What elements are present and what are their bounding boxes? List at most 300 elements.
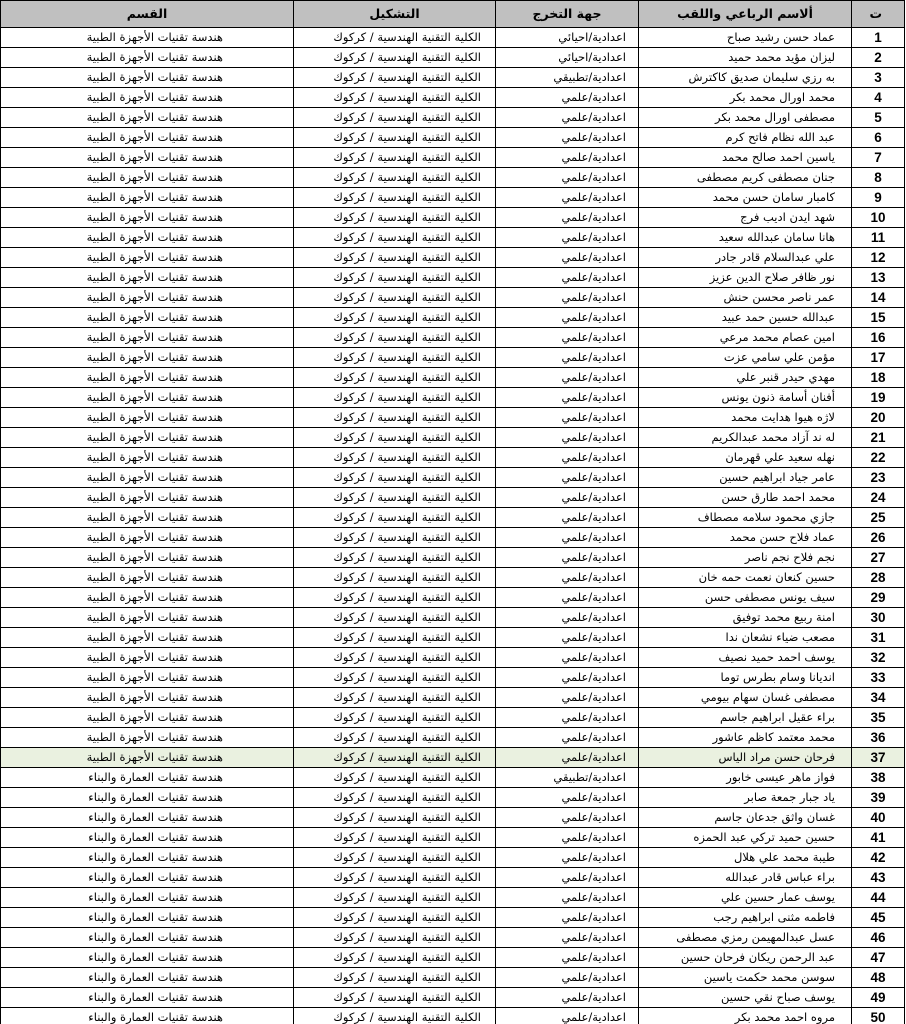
cell-department[interactable]: هندسة تقنيات الأجهزة الطبية — [1, 288, 294, 308]
cell-department[interactable]: هندسة تقنيات الأجهزة الطبية — [1, 548, 294, 568]
cell-formation[interactable]: الكلية التقنية الهندسية / كركوك — [294, 188, 496, 208]
cell-department[interactable]: هندسة تقنيات الأجهزة الطبية — [1, 648, 294, 668]
cell-department[interactable]: هندسة تقنيات العمارة والبناء — [1, 868, 294, 888]
cell-graduation[interactable]: اعدادية/علمي — [496, 208, 639, 228]
cell-number[interactable]: 34 — [852, 688, 905, 708]
cell-number[interactable]: 46 — [852, 928, 905, 948]
table-row — [1, 148, 905, 168]
cell-formation[interactable]: الكلية التقنية الهندسية / كركوك — [294, 788, 496, 808]
cell-formation[interactable]: الكلية التقنية الهندسية / كركوك — [294, 628, 496, 648]
cell-name[interactable]: امنة ربيع محمد توفيق — [639, 608, 852, 628]
cell-name[interactable]: مصطفى غسان سهام بيومي — [639, 688, 852, 708]
cell-number[interactable]: 8 — [852, 168, 905, 188]
cell-department[interactable]: هندسة تقنيات العمارة والبناء — [1, 848, 294, 868]
cell-graduation[interactable]: اعدادية/علمي — [496, 928, 639, 948]
cell-formation[interactable]: الكلية التقنية الهندسية / كركوك — [294, 148, 496, 168]
table-body — [1, 28, 905, 1024]
cell-graduation[interactable]: اعدادية/علمي — [496, 1008, 639, 1024]
cell-department[interactable]: هندسة تقنيات الأجهزة الطبية — [1, 408, 294, 428]
cell-graduation[interactable]: اعدادية/علمي — [496, 248, 639, 268]
cell-formation[interactable]: الكلية التقنية الهندسية / كركوك — [294, 568, 496, 588]
cell-graduation[interactable]: اعدادية/علمي — [496, 688, 639, 708]
cell-formation[interactable]: الكلية التقنية الهندسية / كركوك — [294, 228, 496, 248]
cell-number[interactable]: 40 — [852, 808, 905, 828]
cell-number[interactable]: 42 — [852, 848, 905, 868]
cell-formation[interactable]: الكلية التقنية الهندسية / كركوك — [294, 488, 496, 508]
cell-graduation[interactable]: اعدادية/علمي — [496, 868, 639, 888]
cell-department[interactable]: هندسة تقنيات الأجهزة الطبية — [1, 428, 294, 448]
cell-number[interactable]: 39 — [852, 788, 905, 808]
table-row — [1, 668, 905, 688]
cell-name[interactable]: امين عصام محمد مرعي — [639, 328, 852, 348]
cell-name[interactable]: براء عقيل ابراهيم جاسم — [639, 708, 852, 728]
cell-name[interactable]: عمر ناصر محسن حنش — [639, 288, 852, 308]
cell-number[interactable]: 32 — [852, 648, 905, 668]
cell-name[interactable]: محمد احمد طارق حسن — [639, 488, 852, 508]
cell-formation[interactable]: الكلية التقنية الهندسية / كركوك — [294, 408, 496, 428]
cell-name[interactable]: محمد معتمد كاظم عاشور — [639, 728, 852, 748]
cell-graduation[interactable]: اعدادية/علمي — [496, 648, 639, 668]
cell-department[interactable]: هندسة تقنيات الأجهزة الطبية — [1, 488, 294, 508]
cell-number[interactable]: 3 — [852, 68, 905, 88]
cell-number[interactable]: 47 — [852, 948, 905, 968]
cell-name[interactable]: له ند آزاد محمد عبدالكريم — [639, 428, 852, 448]
table-row — [1, 988, 905, 1008]
cell-formation[interactable]: الكلية التقنية الهندسية / كركوك — [294, 348, 496, 368]
cell-name[interactable]: نجم فلاح نجم ناصر — [639, 548, 852, 568]
table-row — [1, 228, 905, 248]
cell-number[interactable]: 43 — [852, 868, 905, 888]
cell-department[interactable]: هندسة تقنيات الأجهزة الطبية — [1, 88, 294, 108]
cell-formation[interactable]: الكلية التقنية الهندسية / كركوك — [294, 108, 496, 128]
cell-formation[interactable]: الكلية التقنية الهندسية / كركوك — [294, 908, 496, 928]
cell-department[interactable]: هندسة تقنيات العمارة والبناء — [1, 768, 294, 788]
cell-name[interactable]: فواز ماهر عيسى خابور — [639, 768, 852, 788]
cell-formation[interactable]: الكلية التقنية الهندسية / كركوك — [294, 1008, 496, 1024]
table-row — [1, 748, 905, 768]
cell-department[interactable]: هندسة تقنيات العمارة والبناء — [1, 988, 294, 1008]
cell-number[interactable]: 16 — [852, 328, 905, 348]
cell-department[interactable]: هندسة تقنيات الأجهزة الطبية — [1, 348, 294, 368]
cell-number[interactable]: 35 — [852, 708, 905, 728]
cell-department[interactable]: هندسة تقنيات الأجهزة الطبية — [1, 68, 294, 88]
cell-graduation[interactable]: اعدادية/علمي — [496, 488, 639, 508]
cell-graduation[interactable]: اعدادية/علمي — [496, 848, 639, 868]
cell-formation[interactable]: الكلية التقنية الهندسية / كركوك — [294, 68, 496, 88]
cell-department[interactable]: هندسة تقنيات الأجهزة الطبية — [1, 308, 294, 328]
cell-formation[interactable]: الكلية التقنية الهندسية / كركوك — [294, 48, 496, 68]
cell-formation[interactable]: الكلية التقنية الهندسية / كركوك — [294, 608, 496, 628]
cell-graduation[interactable]: اعدادية/علمي — [496, 348, 639, 368]
cell-formation[interactable]: الكلية التقنية الهندسية / كركوك — [294, 288, 496, 308]
cell-name[interactable]: عبدالله حسين حمد عبيد — [639, 308, 852, 328]
cell-graduation[interactable]: اعدادية/احيائي — [496, 28, 639, 48]
cell-number[interactable]: 31 — [852, 628, 905, 648]
table-row — [1, 68, 905, 88]
cell-formation[interactable]: الكلية التقنية الهندسية / كركوك — [294, 448, 496, 468]
cell-name[interactable]: أفنان أسامة ذنون يونس — [639, 388, 852, 408]
cell-graduation[interactable]: اعدادية/علمي — [496, 168, 639, 188]
cell-graduation[interactable]: اعدادية/علمي — [496, 468, 639, 488]
table-row — [1, 688, 905, 708]
cell-name[interactable]: جازي محمود سلامه مصطاف — [639, 508, 852, 528]
cell-number[interactable]: 17 — [852, 348, 905, 368]
table-row — [1, 648, 905, 668]
cell-name[interactable]: غسان واثق جدعان جاسم — [639, 808, 852, 828]
cell-department[interactable]: هندسة تقنيات الأجهزة الطبية — [1, 128, 294, 148]
table-row — [1, 48, 905, 68]
cell-name[interactable]: براء عباس قادر عبدالله — [639, 868, 852, 888]
cell-name[interactable]: مروه احمد محمد بكر — [639, 1008, 852, 1024]
table-row — [1, 588, 905, 608]
cell-graduation[interactable]: اعدادية/علمي — [496, 628, 639, 648]
cell-formation[interactable]: الكلية التقنية الهندسية / كركوك — [294, 688, 496, 708]
cell-formation[interactable]: الكلية التقنية الهندسية / كركوك — [294, 428, 496, 448]
cell-number[interactable]: 24 — [852, 488, 905, 508]
cell-number[interactable]: 1 — [852, 28, 905, 48]
cell-number[interactable]: 27 — [852, 548, 905, 568]
cell-name[interactable]: به رزي سليمان صديق كاكترش — [639, 68, 852, 88]
cell-formation[interactable]: الكلية التقنية الهندسية / كركوك — [294, 368, 496, 388]
table-row — [1, 328, 905, 348]
cell-number[interactable]: 30 — [852, 608, 905, 628]
cell-department[interactable]: هندسة تقنيات الأجهزة الطبية — [1, 568, 294, 588]
cell-number[interactable]: 12 — [852, 248, 905, 268]
table-row — [1, 868, 905, 888]
cell-department[interactable]: هندسة تقنيات الأجهزة الطبية — [1, 368, 294, 388]
cell-department[interactable]: هندسة تقنيات الأجهزة الطبية — [1, 328, 294, 348]
cell-name[interactable]: عماد حسن رشيد صباح — [639, 28, 852, 48]
cell-graduation[interactable]: اعدادية/علمي — [496, 428, 639, 448]
cell-number[interactable]: 41 — [852, 828, 905, 848]
cell-graduation[interactable]: اعدادية/علمي — [496, 588, 639, 608]
cell-department[interactable]: هندسة تقنيات الأجهزة الطبية — [1, 188, 294, 208]
cell-formation[interactable]: الكلية التقنية الهندسية / كركوك — [294, 728, 496, 748]
cell-department[interactable]: هندسة تقنيات الأجهزة الطبية — [1, 208, 294, 228]
cell-department[interactable]: هندسة تقنيات الأجهزة الطبية — [1, 28, 294, 48]
cell-name[interactable]: عبد الله نظام فاتح كرم — [639, 128, 852, 148]
cell-number[interactable]: 22 — [852, 448, 905, 468]
cell-graduation[interactable]: اعدادية/علمي — [496, 128, 639, 148]
cell-department[interactable]: هندسة تقنيات الأجهزة الطبية — [1, 48, 294, 68]
cell-graduation[interactable]: اعدادية/علمي — [496, 528, 639, 548]
cell-number[interactable]: 2 — [852, 48, 905, 68]
table-row — [1, 928, 905, 948]
table-row — [1, 88, 905, 108]
cell-number[interactable]: 50 — [852, 1008, 905, 1024]
cell-graduation[interactable]: اعدادية/علمي — [496, 368, 639, 388]
table-row — [1, 628, 905, 648]
cell-department[interactable]: هندسة تقنيات الأجهزة الطبية — [1, 528, 294, 548]
table-row — [1, 808, 905, 828]
cell-number[interactable]: 25 — [852, 508, 905, 528]
cell-graduation[interactable]: اعدادية/علمي — [496, 828, 639, 848]
cell-graduation[interactable]: اعدادية/علمي — [496, 108, 639, 128]
cell-number[interactable]: 48 — [852, 968, 905, 988]
cell-name[interactable]: عسل عبدالمهيمن رمزي مصطفى — [639, 928, 852, 948]
cell-name[interactable]: يوسف عمار حسين علي — [639, 888, 852, 908]
cell-formation[interactable]: الكلية التقنية الهندسية / كركوك — [294, 868, 496, 888]
cell-formation[interactable]: الكلية التقنية الهندسية / كركوك — [294, 128, 496, 148]
cell-formation[interactable]: الكلية التقنية الهندسية / كركوك — [294, 168, 496, 188]
cell-name[interactable]: مؤمن علي سامي عزت — [639, 348, 852, 368]
table-row — [1, 828, 905, 848]
cell-graduation[interactable]: اعدادية/علمي — [496, 728, 639, 748]
table-row — [1, 188, 905, 208]
cell-name[interactable]: مهدي حيدر قنبر علي — [639, 368, 852, 388]
cell-department[interactable]: هندسة تقنيات العمارة والبناء — [1, 788, 294, 808]
cell-number[interactable]: 7 — [852, 148, 905, 168]
table-row — [1, 548, 905, 568]
cell-name[interactable]: نور ظافر صلاح الدين عزيز — [639, 268, 852, 288]
cell-department[interactable]: هندسة تقنيات الأجهزة الطبية — [1, 168, 294, 188]
table-row — [1, 468, 905, 488]
cell-formation[interactable]: الكلية التقنية الهندسية / كركوك — [294, 768, 496, 788]
cell-department[interactable]: هندسة تقنيات العمارة والبناء — [1, 828, 294, 848]
header-department[interactable]: القسم — [1, 1, 294, 28]
cell-graduation[interactable]: اعدادية/علمي — [496, 188, 639, 208]
cell-number[interactable]: 6 — [852, 128, 905, 148]
cell-formation[interactable]: الكلية التقنية الهندسية / كركوك — [294, 588, 496, 608]
cell-department[interactable]: هندسة تقنيات العمارة والبناء — [1, 908, 294, 928]
cell-name[interactable]: حسين حميد تركي عبد الحمزه — [639, 828, 852, 848]
cell-graduation[interactable]: اعدادية/علمي — [496, 268, 639, 288]
cell-formation[interactable]: الكلية التقنية الهندسية / كركوك — [294, 388, 496, 408]
table-row — [1, 428, 905, 448]
cell-department[interactable]: هندسة تقنيات العمارة والبناء — [1, 808, 294, 828]
cell-formation[interactable]: الكلية التقنية الهندسية / كركوك — [294, 208, 496, 228]
cell-name[interactable]: فاطمه مثنى ابراهيم رجب — [639, 908, 852, 928]
cell-department[interactable]: هندسة تقنيات العمارة والبناء — [1, 948, 294, 968]
table-row — [1, 1008, 905, 1024]
cell-formation[interactable]: الكلية التقنية الهندسية / كركوك — [294, 88, 496, 108]
cell-formation[interactable]: الكلية التقنية الهندسية / كركوك — [294, 968, 496, 988]
cell-department[interactable]: هندسة تقنيات الأجهزة الطبية — [1, 588, 294, 608]
cell-formation[interactable]: الكلية التقنية الهندسية / كركوك — [294, 528, 496, 548]
cell-graduation[interactable]: اعدادية/علمي — [496, 988, 639, 1008]
cell-number[interactable]: 37 — [852, 748, 905, 768]
cell-name[interactable]: لاژه هيوا هدايت محمد — [639, 408, 852, 428]
cell-formation[interactable]: الكلية التقنية الهندسية / كركوك — [294, 808, 496, 828]
cell-number[interactable]: 9 — [852, 188, 905, 208]
cell-name[interactable]: ياسين احمد صالح محمد — [639, 148, 852, 168]
header-name[interactable]: ألاسم الرباعي واللقب — [639, 1, 852, 28]
cell-formation[interactable]: الكلية التقنية الهندسية / كركوك — [294, 328, 496, 348]
cell-number[interactable]: 18 — [852, 368, 905, 388]
cell-graduation[interactable]: اعدادية/علمي — [496, 328, 639, 348]
cell-graduation[interactable]: اعدادية/علمي — [496, 308, 639, 328]
cell-number[interactable]: 14 — [852, 288, 905, 308]
cell-number[interactable]: 13 — [852, 268, 905, 288]
cell-graduation[interactable]: اعدادية/علمي — [496, 448, 639, 468]
table-row — [1, 888, 905, 908]
cell-name[interactable]: مصطفى اورال محمد بكر — [639, 108, 852, 128]
cell-formation[interactable]: الكلية التقنية الهندسية / كركوك — [294, 268, 496, 288]
cell-name[interactable]: علي عبدالسلام قادر جادر — [639, 248, 852, 268]
cell-number[interactable]: 21 — [852, 428, 905, 448]
cell-number[interactable]: 15 — [852, 308, 905, 328]
cell-number[interactable]: 33 — [852, 668, 905, 688]
cell-department[interactable]: هندسة تقنيات الأجهزة الطبية — [1, 148, 294, 168]
cell-formation[interactable]: الكلية التقنية الهندسية / كركوك — [294, 28, 496, 48]
cell-name[interactable]: حسين كنعان نعمت حمه خان — [639, 568, 852, 588]
cell-name[interactable]: طيبة محمد علي هلال — [639, 848, 852, 868]
cell-graduation[interactable]: اعدادية/علمي — [496, 668, 639, 688]
cell-name[interactable]: عماد فلاح حسن محمد — [639, 528, 852, 548]
table-row — [1, 488, 905, 508]
cell-graduation[interactable]: اعدادية/علمي — [496, 408, 639, 428]
cell-graduation[interactable]: اعدادية/علمي — [496, 608, 639, 628]
cell-name[interactable]: جنان مصطفى كريم مصطفى — [639, 168, 852, 188]
table-row — [1, 788, 905, 808]
cell-number[interactable]: 4 — [852, 88, 905, 108]
cell-department[interactable]: هندسة تقنيات الأجهزة الطبية — [1, 468, 294, 488]
cell-name[interactable]: محمد اورال محمد بكر — [639, 88, 852, 108]
cell-department[interactable]: هندسة تقنيات الأجهزة الطبية — [1, 708, 294, 728]
table-row — [1, 848, 905, 868]
cell-number[interactable]: 26 — [852, 528, 905, 548]
header-number[interactable]: ت — [852, 1, 905, 28]
table-row — [1, 448, 905, 468]
cell-department[interactable]: هندسة تقنيات العمارة والبناء — [1, 1008, 294, 1024]
table-row — [1, 908, 905, 928]
cell-name[interactable]: عامر جياد ابراهيم حسين — [639, 468, 852, 488]
table-row — [1, 368, 905, 388]
cell-graduation[interactable]: اعدادية/علمي — [496, 808, 639, 828]
cell-formation[interactable]: الكلية التقنية الهندسية / كركوك — [294, 248, 496, 268]
cell-number[interactable]: 11 — [852, 228, 905, 248]
table-row — [1, 528, 905, 548]
cell-number[interactable]: 10 — [852, 208, 905, 228]
cell-formation[interactable]: الكلية التقنية الهندسية / كركوك — [294, 648, 496, 668]
cell-department[interactable]: هندسة تقنيات الأجهزة الطبية — [1, 748, 294, 768]
cell-department[interactable]: هندسة تقنيات الأجهزة الطبية — [1, 508, 294, 528]
table-row — [1, 388, 905, 408]
cell-number[interactable]: 44 — [852, 888, 905, 908]
cell-department[interactable]: هندسة تقنيات الأجهزة الطبية — [1, 608, 294, 628]
cell-name[interactable]: كامبار سامان حسن محمد — [639, 188, 852, 208]
cell-graduation[interactable]: اعدادية/علمي — [496, 968, 639, 988]
cell-graduation[interactable]: اعدادية/تطبيقي — [496, 768, 639, 788]
cell-name[interactable]: يوسف احمد حميد نصيف — [639, 648, 852, 668]
cell-department[interactable]: هندسة تقنيات الأجهزة الطبية — [1, 668, 294, 688]
cell-number[interactable]: 36 — [852, 728, 905, 748]
cell-formation[interactable]: الكلية التقنية الهندسية / كركوك — [294, 668, 496, 688]
cell-department[interactable]: هندسة تقنيات العمارة والبناء — [1, 928, 294, 948]
cell-department[interactable]: هندسة تقنيات الأجهزة الطبية — [1, 448, 294, 468]
cell-formation[interactable]: الكلية التقنية الهندسية / كركوك — [294, 828, 496, 848]
cell-graduation[interactable]: اعدادية/تطبيقي — [496, 68, 639, 88]
cell-name[interactable]: يوسف صباح نقي حسين — [639, 988, 852, 1008]
cell-name[interactable]: ياد جبار جمعة صابر — [639, 788, 852, 808]
cell-department[interactable]: هندسة تقنيات العمارة والبناء — [1, 968, 294, 988]
cell-department[interactable]: هندسة تقنيات العمارة والبناء — [1, 888, 294, 908]
cell-department[interactable]: هندسة تقنيات الأجهزة الطبية — [1, 388, 294, 408]
cell-graduation[interactable]: اعدادية/علمي — [496, 568, 639, 588]
cell-department[interactable]: هندسة تقنيات الأجهزة الطبية — [1, 728, 294, 748]
cell-number[interactable]: 23 — [852, 468, 905, 488]
cell-graduation[interactable]: اعدادية/علمي — [496, 948, 639, 968]
cell-formation[interactable]: الكلية التقنية الهندسية / كركوك — [294, 848, 496, 868]
header-row — [1, 1, 905, 28]
table-row — [1, 28, 905, 48]
cell-graduation[interactable]: اعدادية/علمي — [496, 548, 639, 568]
cell-number[interactable]: 49 — [852, 988, 905, 1008]
cell-graduation[interactable]: اعدادية/علمي — [496, 148, 639, 168]
cell-name[interactable]: انديانا وسام بطرس توما — [639, 668, 852, 688]
table-row — [1, 608, 905, 628]
table-row — [1, 208, 905, 228]
cell-graduation[interactable]: اعدادية/علمي — [496, 788, 639, 808]
header-formation[interactable]: التشكيل — [294, 1, 496, 28]
table-row — [1, 728, 905, 748]
cell-formation[interactable]: الكلية التقنية الهندسية / كركوك — [294, 508, 496, 528]
cell-graduation[interactable]: اعدادية/احيائي — [496, 48, 639, 68]
cell-formation[interactable]: الكلية التقنية الهندسية / كركوك — [294, 888, 496, 908]
cell-number[interactable]: 28 — [852, 568, 905, 588]
cell-formation[interactable]: الكلية التقنية الهندسية / كركوك — [294, 988, 496, 1008]
cell-number[interactable]: 38 — [852, 768, 905, 788]
cell-department[interactable]: هندسة تقنيات الأجهزة الطبية — [1, 268, 294, 288]
cell-name[interactable]: سيف يونس مصطفى حسن — [639, 588, 852, 608]
table-row — [1, 768, 905, 788]
cell-name[interactable]: فرحان حسن مراد الياس — [639, 748, 852, 768]
cell-graduation[interactable]: اعدادية/علمي — [496, 228, 639, 248]
cell-department[interactable]: هندسة تقنيات الأجهزة الطبية — [1, 628, 294, 648]
cell-number[interactable]: 20 — [852, 408, 905, 428]
cell-graduation[interactable]: اعدادية/علمي — [496, 888, 639, 908]
cell-department[interactable]: هندسة تقنيات الأجهزة الطبية — [1, 228, 294, 248]
table-row — [1, 128, 905, 148]
header-graduation[interactable]: جهة التخرج — [496, 1, 639, 28]
cell-name[interactable]: شهد ايدن اديب فرج — [639, 208, 852, 228]
cell-formation[interactable]: الكلية التقنية الهندسية / كركوك — [294, 708, 496, 728]
cell-number[interactable]: 19 — [852, 388, 905, 408]
cell-formation[interactable]: الكلية التقنية الهندسية / كركوك — [294, 948, 496, 968]
cell-formation[interactable]: الكلية التقنية الهندسية / كركوك — [294, 308, 496, 328]
cell-name[interactable]: عبد الرحمن ريكان فرحان حسين — [639, 948, 852, 968]
cell-name[interactable]: ليزان مؤيد محمد حميد — [639, 48, 852, 68]
table-row — [1, 288, 905, 308]
cell-name[interactable]: مصعب ضياء نشعان ندا — [639, 628, 852, 648]
cell-name[interactable]: سوسن محمد حكمت ياسين — [639, 968, 852, 988]
cell-formation[interactable]: الكلية التقنية الهندسية / كركوك — [294, 548, 496, 568]
cell-graduation[interactable]: اعدادية/علمي — [496, 908, 639, 928]
cell-formation[interactable]: الكلية التقنية الهندسية / كركوك — [294, 748, 496, 768]
cell-graduation[interactable]: اعدادية/علمي — [496, 508, 639, 528]
cell-department[interactable]: هندسة تقنيات الأجهزة الطبية — [1, 248, 294, 268]
cell-number[interactable]: 45 — [852, 908, 905, 928]
cell-graduation[interactable]: اعدادية/علمي — [496, 388, 639, 408]
cell-graduation[interactable]: اعدادية/علمي — [496, 708, 639, 728]
cell-graduation[interactable]: اعدادية/علمي — [496, 288, 639, 308]
table-row — [1, 348, 905, 368]
cell-formation[interactable]: الكلية التقنية الهندسية / كركوك — [294, 928, 496, 948]
cell-name[interactable]: هانا سامان عبدالله سعيد — [639, 228, 852, 248]
table-row — [1, 708, 905, 728]
cell-graduation[interactable]: اعدادية/علمي — [496, 88, 639, 108]
table-row — [1, 968, 905, 988]
table-row — [1, 508, 905, 528]
cell-graduation[interactable]: اعدادية/علمي — [496, 748, 639, 768]
cell-name[interactable]: نهله سعيد علي قهرمان — [639, 448, 852, 468]
cell-department[interactable]: هندسة تقنيات الأجهزة الطبية — [1, 108, 294, 128]
table-row — [1, 408, 905, 428]
cell-number[interactable]: 5 — [852, 108, 905, 128]
cell-formation[interactable]: الكلية التقنية الهندسية / كركوك — [294, 468, 496, 488]
cell-number[interactable]: 29 — [852, 588, 905, 608]
cell-department[interactable]: هندسة تقنيات الأجهزة الطبية — [1, 688, 294, 708]
